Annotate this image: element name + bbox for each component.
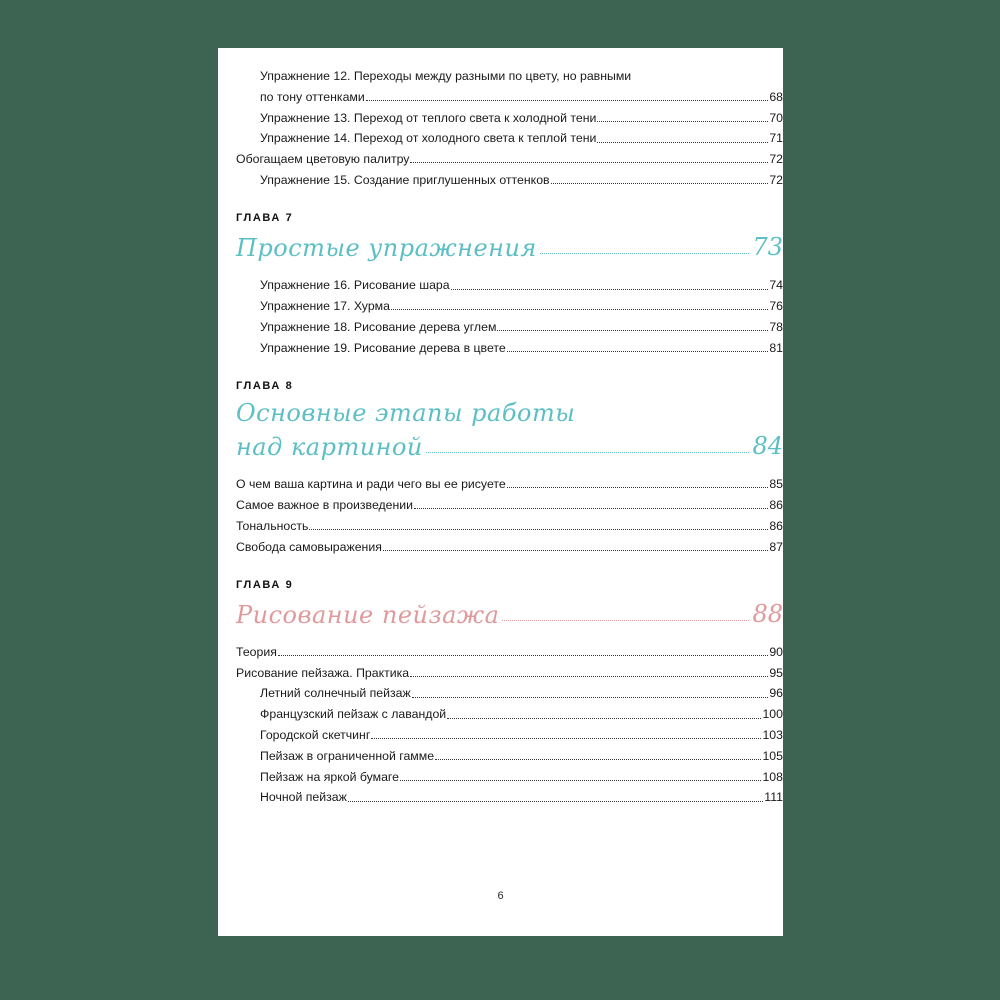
toc-leader-dots: [309, 529, 768, 530]
toc-leader-dots: [551, 183, 769, 184]
toc-leader-dots: [597, 142, 768, 143]
toc-leader-dots: [278, 655, 768, 656]
chapter-number-label: ГЛАВА 8: [236, 379, 294, 392]
toc-entry-page: 76: [769, 299, 783, 314]
toc-entry-page: 70: [769, 110, 783, 125]
page-folio: 6: [497, 890, 504, 902]
toc-section-top: [218, 70, 783, 186]
toc-entry[interactable]: [218, 687, 783, 699]
toc-leader-dots: [410, 676, 768, 677]
chapter-title-row[interactable]: [218, 600, 783, 628]
toc-leader-dots: [391, 309, 768, 310]
toc-entry[interactable]: [218, 708, 783, 720]
toc-entry-label: Рисование пейзажа. Практика: [236, 665, 410, 680]
chapter-leader-dots: [540, 253, 750, 254]
toc-entry-page: 87: [769, 539, 783, 554]
toc-entry-label: Самое важное в произведении: [236, 497, 414, 512]
toc-leader-dots: [371, 738, 761, 739]
toc-chapter: [218, 579, 783, 804]
toc-entry-label: Свобода самовыражения: [236, 539, 382, 554]
toc-entry[interactable]: [218, 70, 783, 82]
toc-entry-page: 103: [762, 728, 783, 743]
toc-entry-page: 72: [769, 172, 783, 187]
toc-entry-label: Пейзаж в ограниченной гамме: [260, 748, 435, 763]
chapter-page: 73: [752, 233, 783, 262]
toc-entry[interactable]: [218, 279, 783, 291]
toc-entry[interactable]: [218, 153, 783, 165]
toc-entry-page: 105: [762, 748, 783, 763]
toc-entry-page: 100: [762, 707, 783, 722]
toc-entry-label: Упражнение 18. Рисование дерева углем: [260, 319, 497, 334]
book-page: [218, 48, 783, 936]
toc-leader-dots: [497, 330, 768, 331]
toc-entry-page: 90: [769, 644, 783, 659]
toc-entry-label: Упражнение 12. Переходы между разными по цвету, но равными: [260, 69, 632, 83]
toc-entry-page: 71: [769, 131, 783, 146]
toc-entry[interactable]: [218, 112, 783, 124]
toc-entry-page: 85: [769, 477, 783, 492]
toc-entry-label: Пейзаж на яркой бумаге: [260, 769, 399, 784]
toc-leader-dots: [348, 801, 763, 802]
toc-entry[interactable]: [218, 667, 783, 679]
toc-leader-dots: [451, 289, 769, 290]
toc-entry-page: 81: [769, 340, 783, 355]
toc-leader-dots: [410, 162, 768, 163]
toc-entry-label: Летний солнечный пейзаж: [260, 686, 411, 701]
toc-entry[interactable]: [218, 478, 783, 490]
chapter-title: Рисование пейзажа: [236, 600, 500, 629]
toc-entry[interactable]: [218, 520, 783, 532]
toc-entry-label: Городской скетчинг: [260, 728, 371, 743]
toc-entry-label: Упражнение 14. Переход от холодного света к теплой тени: [260, 131, 597, 146]
toc-entry-label: Французский пейзаж с лавандой: [260, 707, 447, 722]
toc-entry[interactable]: [218, 541, 783, 553]
chapter-title: над картиной: [236, 432, 423, 461]
toc-entry[interactable]: [218, 646, 783, 658]
toc-leader-dots: [597, 121, 768, 122]
toc-entry[interactable]: [218, 132, 783, 144]
toc-entry-label: Упражнение 17. Хурма: [260, 299, 390, 314]
toc-entry-page: 68: [769, 89, 783, 104]
chapter-number-label: ГЛАВА 9: [236, 578, 294, 591]
toc-entry[interactable]: [218, 729, 783, 741]
toc-chapter: [218, 380, 783, 553]
chapter-page: 88: [752, 599, 783, 628]
toc-chapter: [218, 212, 783, 354]
toc-entry-label: Обогащаем цветовую палитру: [236, 152, 410, 167]
toc-entry[interactable]: [218, 174, 783, 186]
toc-entry[interactable]: [218, 750, 783, 762]
toc-entry-label: О чем ваша картина и ради чего вы ее рисуете: [236, 477, 506, 492]
toc-leader-dots: [412, 697, 769, 698]
toc-entry-label: Ночной пейзаж: [260, 790, 347, 805]
chapter-title-row[interactable]: [218, 398, 783, 427]
toc-entry-page: 108: [762, 769, 783, 784]
toc-entry-page: 78: [769, 319, 783, 334]
toc-leader-dots: [366, 100, 769, 101]
toc-leader-dots: [507, 487, 769, 488]
spacer: [218, 634, 783, 646]
chapter-title-row[interactable]: [218, 233, 783, 261]
chapter-title: Простые упражнения: [236, 234, 537, 263]
toc-entry-page: 96: [769, 686, 783, 701]
toc-entry-page: 111: [764, 790, 783, 805]
toc-entry-page: 86: [769, 497, 783, 512]
chapter-leader-dots: [426, 452, 750, 453]
toc-entry-page: 74: [769, 278, 783, 293]
toc-leader-dots: [435, 759, 761, 760]
toc-entry[interactable]: [218, 791, 783, 803]
toc-leader-dots: [400, 780, 761, 781]
chapter-number-label: ГЛАВА 7: [236, 212, 294, 225]
toc-entry-label: по тону оттенками: [260, 89, 365, 104]
toc-entry-label: Упражнение 19. Рисование дерева в цвете: [260, 340, 506, 355]
toc-entry-page: 86: [769, 518, 783, 533]
toc-entry-label: Упражнение 13. Переход от теплого света к холодной тени: [260, 110, 597, 125]
toc-entry-label: Упражнение 16. Рисование шара: [260, 278, 450, 293]
chapter-page: 84: [752, 432, 783, 461]
toc-entry-page: 72: [769, 152, 783, 167]
toc-entry[interactable]: [218, 499, 783, 511]
toc-leader-dots: [414, 508, 768, 509]
chapter-leader-dots: [502, 620, 749, 621]
toc-entry[interactable]: [218, 771, 783, 783]
toc-leader-dots: [447, 718, 761, 719]
toc-entry-label: Теория: [236, 644, 277, 659]
chapter-title-row[interactable]: [218, 432, 783, 460]
chapter-title: Основные этапы работы: [236, 398, 576, 427]
toc-entry[interactable]: [218, 91, 783, 103]
toc-chapters: [218, 212, 783, 803]
toc-entry-label: Упражнение 15. Создание приглушенных оттенков: [260, 172, 550, 187]
toc-entry[interactable]: [218, 300, 783, 312]
toc-leader-dots: [507, 351, 769, 352]
toc-entry-page: 95: [769, 665, 783, 680]
toc-entry-label: Тональность: [236, 518, 309, 533]
toc-entry[interactable]: [218, 342, 783, 354]
toc-entry[interactable]: [218, 321, 783, 333]
toc-leader-dots: [383, 550, 768, 551]
table-of-contents: [218, 48, 783, 936]
